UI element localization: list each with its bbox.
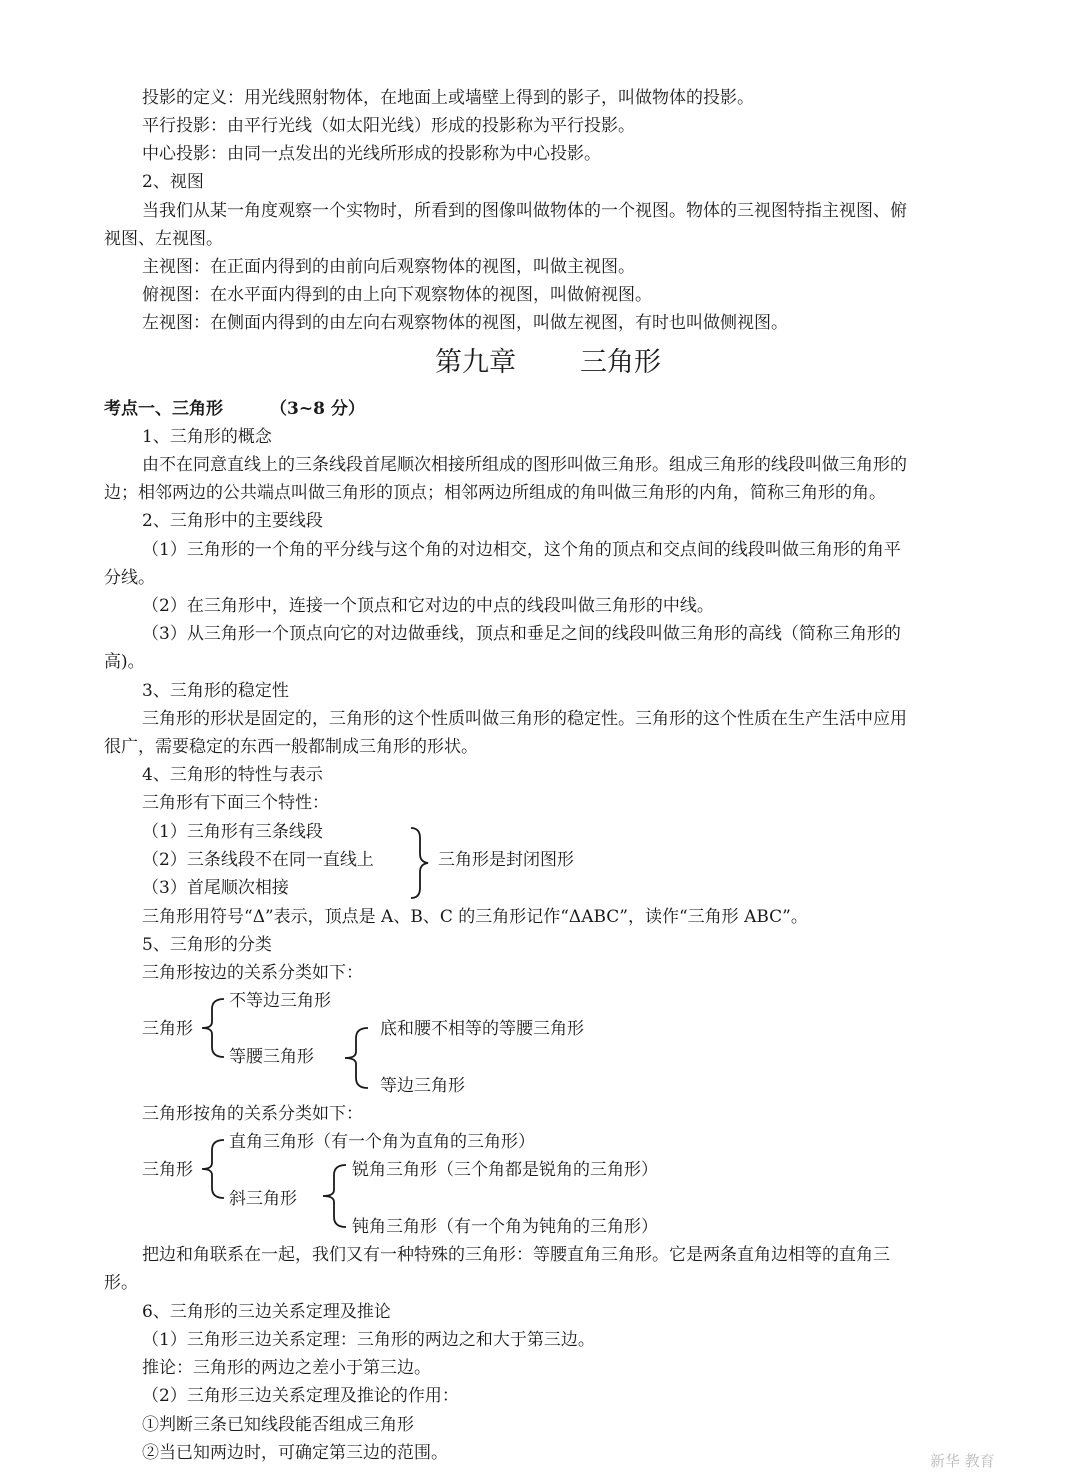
- parallel-projection: 平行投影：由平行光线（如太阳光线）形成的投影称为平行投影。: [142, 116, 635, 136]
- front-view: 主视图：在正面内得到的由前向后观察物体的视图，叫做主视图。: [142, 257, 635, 277]
- scalene-triangle: 不等边三角形: [229, 991, 331, 1011]
- central-projection: 中心投影：由同一点发出的光线所形成的投影称为中心投影。: [142, 144, 601, 164]
- right-brace-icon: [408, 826, 432, 900]
- sides-corollary: 推论：三角形的两边之差小于第三边。: [142, 1358, 431, 1378]
- concept-heading: 1、三角形的概念: [142, 427, 272, 447]
- concept-body-line2: 边；相邻两边的公共端点叫做三角形的顶点；相邻两边所组成的角叫做三角形的内角，简称三角形的角。: [104, 483, 886, 503]
- by-side-intro: 三角形按边的关系分类如下：: [142, 963, 363, 983]
- by-angle-intro: 三角形按角的关系分类如下：: [142, 1104, 363, 1124]
- concept-body-line1: 由不在同意直线上的三条线段首尾顺次相接所组成的图形叫做三角形。组成三角形的线段叫做三角形的: [142, 455, 907, 475]
- kaodian-score: （3~8 分）: [270, 399, 365, 419]
- iso-right-line1: 把边和角联系在一起，我们又有一种特殊的三角形：等腰直角三角形。它是两条直角边相等的直角三: [142, 1245, 890, 1265]
- sides-heading: 6、三角形的三边关系定理及推论: [142, 1302, 391, 1322]
- oblique-triangle: 斜三角形: [229, 1189, 297, 1209]
- left-brace-icon: [198, 1137, 226, 1201]
- property-item-1: （1）三角形有三条线段: [142, 822, 323, 842]
- by-angle-root: 三角形: [142, 1160, 193, 1180]
- notation-line: 三角形用符号“Δ”表示，顶点是 A、B、C 的三角形记作“ΔABC”，读作“三角形 ABC”。: [142, 907, 808, 927]
- property-item-2: （2）三条线段不在同一直线上: [142, 850, 374, 870]
- views-heading: 2、视图: [142, 172, 204, 192]
- kaodian-label: 考点一、三角形: [104, 399, 223, 419]
- properties-intro: 三角形有下面三个特性：: [142, 793, 329, 813]
- stability-body-line1: 三角形的形状是固定的，三角形的这个性质叫做三角形的稳定性。三角形的这个性质在生产生活中应用: [142, 709, 907, 729]
- sides-use-2: ②当已知两边时，可确定第三边的范围。: [142, 1443, 448, 1463]
- top-view: 俯视图：在水平面内得到的由上向下观察物体的视图，叫做俯视图。: [142, 285, 652, 305]
- acute-triangle: 锐角三角形（三个角都是锐角的三角形）: [352, 1160, 658, 1180]
- left-brace-icon: [198, 996, 226, 1060]
- properties-heading: 4、三角形的特性与表示: [142, 765, 323, 785]
- left-view: 左视图：在侧面内得到的由左向右观察物体的视图，叫做左视图，有时也叫做侧视图。: [142, 313, 788, 333]
- chapter-number: 第九章: [435, 347, 516, 378]
- segments-heading: 2、三角形中的主要线段: [142, 511, 323, 531]
- sides-theorem: （1）三角形三边关系定理：三角形的两边之和大于第三边。: [142, 1330, 595, 1350]
- views-intro-line2: 视图、左视图。: [104, 229, 223, 249]
- isosceles-unequal-base: 底和腰不相等的等腰三角形: [380, 1019, 584, 1039]
- by-side-root: 三角形: [142, 1019, 193, 1039]
- stability-body-line2: 很广，需要稳定的东西一般都制成三角形的形状。: [104, 737, 478, 757]
- stability-heading: 3、三角形的稳定性: [142, 681, 289, 701]
- segments-item1-line1: （1）三角形的一个角的平分线与这个角的对边相交，这个角的顶点和交点间的线段叫做三角形的角平: [142, 540, 901, 560]
- chapter-name: 三角形: [580, 347, 661, 378]
- left-brace-icon: [318, 1162, 348, 1230]
- segments-item2: （2）在三角形中，连接一个顶点和它对边的中点的线段叫做三角形的中线。: [142, 596, 714, 616]
- sides-use-1: ①判断三条已知线段能否组成三角形: [142, 1415, 414, 1435]
- segments-item3-line1: （3）从三角形一个顶点向它的对边做垂线，顶点和垂足之间的线段叫做三角形的高线（简称三角形的: [142, 624, 901, 644]
- watermark: 新华 教育: [930, 1452, 995, 1470]
- projection-definition: 投影的定义：用光线照射物体，在地面上或墙壁上得到的影子，叫做物体的投影。: [142, 88, 754, 108]
- right-triangle: 直角三角形（有一个角为直角的三角形）: [229, 1132, 535, 1152]
- segments-item3-line2: 高)。: [104, 652, 145, 672]
- obtuse-triangle: 钝角三角形（有一个角为钝角的三角形）: [352, 1217, 658, 1237]
- sides-use-heading: （2）三角形三边关系定理及推论的作用：: [142, 1386, 459, 1406]
- segments-item1-line2: 分线。: [104, 568, 155, 588]
- isosceles-triangle: 等腰三角形: [229, 1047, 314, 1067]
- classification-heading: 5、三角形的分类: [142, 935, 272, 955]
- equilateral-triangle: 等边三角形: [380, 1076, 465, 1096]
- iso-right-line2: 形。: [104, 1273, 138, 1293]
- property-conclusion: 三角形是封闭图形: [438, 850, 574, 870]
- left-brace-icon: [340, 1025, 370, 1091]
- property-item-3: （3）首尾顺次相接: [142, 878, 289, 898]
- views-intro-line1: 当我们从某一角度观察一个实物时，所看到的图像叫做物体的一个视图。物体的三视图特指主视图、俯: [142, 201, 907, 221]
